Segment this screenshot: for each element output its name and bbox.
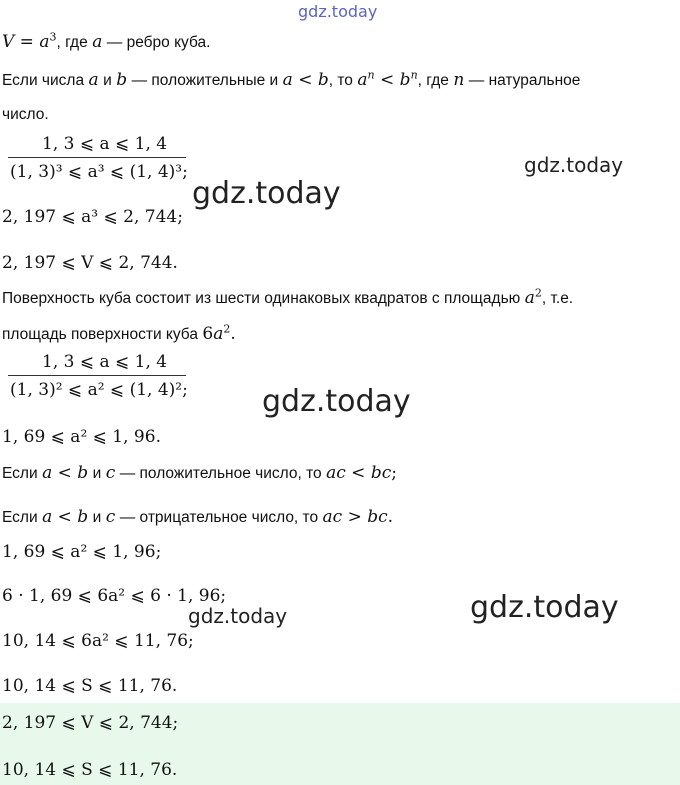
watermark-top: gdz.today — [298, 2, 378, 21]
line-volume-formula: $V = a^3$, где a — ребро куба. — [2, 30, 211, 52]
watermark-1: gdz.today — [192, 176, 341, 211]
line-a3-bounds: 2, 197 ⩽ a³ ⩽ 2, 744; — [2, 207, 183, 227]
line-6a2-multiply: 6 · 1, 69 ⩽ 6a² ⩽ 6 · 1, 96; — [2, 586, 227, 606]
watermark-3: gdz.today — [262, 384, 411, 419]
line-surface-2: площадь поверхности куба $6a^2$. — [2, 322, 236, 344]
line-6a2-bounds: 10, 14 ⩽ 6a² ⩽ 11, 76; — [2, 631, 194, 651]
line-inequality-rule: Если числа a и b — положительные и a < b, то $a^n < b^n$, где n — натуральное — [2, 68, 581, 90]
line-surface-1: Поверхность куба состоит из шести одинаковых квадратов с площадью $a^2$, т.е. — [2, 286, 574, 308]
line-number-word: число. — [2, 106, 49, 123]
line-rule-negative: Если a < b и c — отрицательное число, то ac > bc. — [2, 507, 394, 527]
watermark-4: gdz.today — [188, 604, 288, 628]
fraction-cube-denominator: (1, 3)³ ⩽ a³ ⩽ (1, 4)³; — [10, 162, 188, 182]
line-surface-bounds: 10, 14 ⩽ S ⩽ 11, 76. — [2, 676, 178, 696]
fraction-square — [8, 352, 188, 400]
fraction-square-denominator: (1, 3)² ⩽ a² ⩽ (1, 4)²; — [10, 380, 188, 400]
fraction-square-numerator: 1, 3 ⩽ a ⩽ 1, 4 — [42, 352, 168, 372]
watermark-5: gdz.today — [470, 590, 619, 625]
answer-volume: 2, 197 ⩽ V ⩽ 2, 744; — [2, 713, 179, 733]
line-volume-bounds: 2, 197 ⩽ V ⩽ 2, 744. — [2, 253, 178, 273]
line-a2-bounds: 1, 69 ⩽ a² ⩽ 1, 96. — [2, 427, 161, 447]
fraction-cube — [8, 134, 188, 182]
answer-surface: 10, 14 ⩽ S ⩽ 11, 76. — [2, 760, 178, 780]
watermark-2: gdz.today — [524, 153, 624, 177]
line-rule-positive: Если a < b и c — положительное число, то ac < bc; — [2, 463, 397, 483]
line-a2-bounds-2: 1, 69 ⩽ a² ⩽ 1, 96; — [2, 542, 162, 562]
fraction-cube-numerator: 1, 3 ⩽ a ⩽ 1, 4 — [42, 134, 168, 154]
